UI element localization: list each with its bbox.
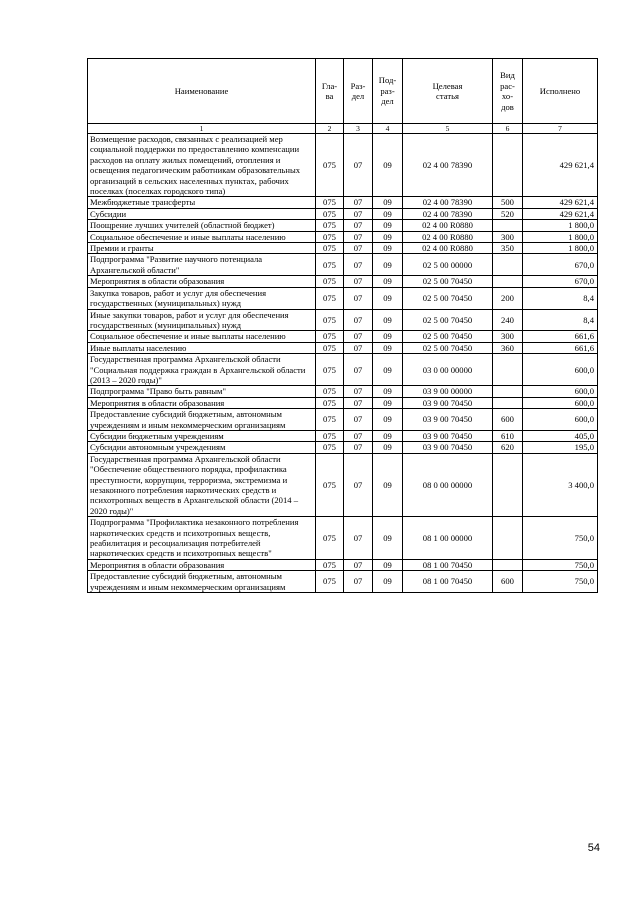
- cell-target-article: 02 4 00 78390: [403, 134, 493, 197]
- cell-target-article: 02 5 00 70450: [403, 309, 493, 331]
- cell-target-article: 03 9 00 70450: [403, 430, 493, 441]
- cell-subsection: 09: [373, 254, 403, 276]
- cell-subsection: 09: [373, 397, 403, 408]
- cell-target-article: 03 9 00 70450: [403, 442, 493, 453]
- budget-table: [87, 58, 598, 593]
- cell-name: Межбюджетные трансферты: [88, 197, 316, 208]
- header-executed: Исполнено: [523, 59, 598, 124]
- cell-target-article: 03 9 00 70450: [403, 397, 493, 408]
- cell-target-article: 08 1 00 70450: [403, 559, 493, 570]
- cell-chapter: 075: [316, 397, 344, 408]
- table-row: [88, 559, 598, 570]
- cell-section: 07: [344, 409, 373, 431]
- cell-section: 07: [344, 254, 373, 276]
- cell-subsection: 09: [373, 430, 403, 441]
- cell-name: Подпрограмма "Развитие научного потенциала Архангельской области": [88, 254, 316, 276]
- cell-target-article: 03 0 00 00000: [403, 354, 493, 386]
- cell-expense-kind: 300: [493, 331, 523, 342]
- table-row: [88, 397, 598, 408]
- cell-target-article: 08 1 00 00000: [403, 517, 493, 560]
- cell-expense-kind: [493, 397, 523, 408]
- cell-expense-kind: [493, 134, 523, 197]
- cell-target-article: 02 4 00 R0880: [403, 231, 493, 242]
- cell-name: Предоставление субсидий бюджетным, автономным учреждениям и иным некоммерческим организациям: [88, 571, 316, 593]
- table-row: [88, 309, 598, 331]
- cell-subsection: 09: [373, 243, 403, 254]
- cell-chapter: 075: [316, 442, 344, 453]
- cell-expense-kind: 520: [493, 208, 523, 219]
- cell-section: 07: [344, 342, 373, 353]
- cell-chapter: 075: [316, 386, 344, 397]
- table-row: [88, 331, 598, 342]
- cell-name: Предоставление субсидий бюджетным, автономным учреждениям и иным некоммерческим организациям: [88, 409, 316, 431]
- header-row: [88, 59, 598, 124]
- cell-section: 07: [344, 430, 373, 441]
- cell-subsection: 09: [373, 208, 403, 219]
- table-row: [88, 134, 598, 197]
- index-cell: 4: [373, 124, 403, 134]
- cell-chapter: 075: [316, 231, 344, 242]
- cell-executed: 661,6: [523, 342, 598, 353]
- cell-chapter: 075: [316, 517, 344, 560]
- cell-chapter: 075: [316, 276, 344, 287]
- cell-name: Мероприятия в области образования: [88, 559, 316, 570]
- cell-chapter: 075: [316, 559, 344, 570]
- header-target-article: Целевая статья: [403, 59, 493, 124]
- cell-subsection: 09: [373, 331, 403, 342]
- table-row: [88, 571, 598, 593]
- table-row: [88, 386, 598, 397]
- cell-executed: 600,0: [523, 386, 598, 397]
- cell-target-article: 02 5 00 70450: [403, 342, 493, 353]
- cell-chapter: 075: [316, 453, 344, 516]
- table-row: [88, 517, 598, 560]
- index-cell: 3: [344, 124, 373, 134]
- index-row: [88, 124, 598, 134]
- table-row: [88, 231, 598, 242]
- table-row: [88, 409, 598, 431]
- cell-name: Подпрограмма "Право быть равным": [88, 386, 316, 397]
- cell-section: 07: [344, 287, 373, 309]
- cell-target-article: 02 5 00 70450: [403, 331, 493, 342]
- cell-chapter: 075: [316, 331, 344, 342]
- cell-name: Субсидии: [88, 208, 316, 219]
- header-section: Раз- дел: [344, 59, 373, 124]
- cell-expense-kind: 600: [493, 409, 523, 431]
- header-name: Наименование: [88, 59, 316, 124]
- cell-chapter: 075: [316, 243, 344, 254]
- cell-expense-kind: [493, 276, 523, 287]
- budget-table-wrapper: [87, 58, 597, 593]
- cell-section: 07: [344, 220, 373, 231]
- cell-section: 07: [344, 197, 373, 208]
- cell-chapter: 075: [316, 208, 344, 219]
- table-row: [88, 243, 598, 254]
- cell-target-article: 08 1 00 70450: [403, 571, 493, 593]
- table-row: [88, 453, 598, 516]
- cell-section: 07: [344, 397, 373, 408]
- cell-name: Субсидии автономным учреждениям: [88, 442, 316, 453]
- table-row: [88, 342, 598, 353]
- cell-subsection: 09: [373, 231, 403, 242]
- table-row: [88, 442, 598, 453]
- cell-section: 07: [344, 386, 373, 397]
- cell-target-article: 02 5 00 00000: [403, 254, 493, 276]
- cell-expense-kind: 350: [493, 243, 523, 254]
- cell-subsection: 09: [373, 287, 403, 309]
- cell-executed: 600,0: [523, 397, 598, 408]
- cell-name: Социальное обеспечение и иные выплаты населению: [88, 231, 316, 242]
- cell-name: Премии и гранты: [88, 243, 316, 254]
- cell-subsection: 09: [373, 517, 403, 560]
- table-row: [88, 276, 598, 287]
- cell-name: Субсидии бюджетным учреждениям: [88, 430, 316, 441]
- cell-section: 07: [344, 134, 373, 197]
- cell-chapter: 075: [316, 220, 344, 231]
- cell-expense-kind: 360: [493, 342, 523, 353]
- cell-name: Возмещение расходов, связанных с реализацией мер социальной поддержки по предоставлению компенсации расходов на оплату жилых помещений, отопления и освещения педагогическим работникам образовательных организаций в сельских населенных пунктах, рабочих поселках (поселках городского типа): [88, 134, 316, 197]
- cell-subsection: 09: [373, 342, 403, 353]
- cell-subsection: 09: [373, 276, 403, 287]
- cell-chapter: 075: [316, 571, 344, 593]
- cell-expense-kind: [493, 453, 523, 516]
- cell-section: 07: [344, 309, 373, 331]
- cell-section: 07: [344, 517, 373, 560]
- cell-executed: 195,0: [523, 442, 598, 453]
- cell-subsection: 09: [373, 309, 403, 331]
- cell-expense-kind: 200: [493, 287, 523, 309]
- cell-subsection: 09: [373, 442, 403, 453]
- cell-chapter: 075: [316, 309, 344, 331]
- cell-executed: 600,0: [523, 354, 598, 386]
- cell-executed: 750,0: [523, 559, 598, 570]
- cell-expense-kind: 500: [493, 197, 523, 208]
- header-chapter: Гла- ва: [316, 59, 344, 124]
- cell-executed: 8,4: [523, 309, 598, 331]
- cell-chapter: 075: [316, 342, 344, 353]
- cell-subsection: 09: [373, 220, 403, 231]
- cell-expense-kind: [493, 517, 523, 560]
- cell-target-article: 02 4 00 R0880: [403, 220, 493, 231]
- table-row: [88, 197, 598, 208]
- cell-subsection: 09: [373, 409, 403, 431]
- table-row: [88, 220, 598, 231]
- cell-section: 07: [344, 276, 373, 287]
- cell-name: Подпрограмма "Профилактика незаконного потребления наркотических средств и психотропных веществ, реабилитация и ресоциализация потребителей наркотических средств и психотропных веществ": [88, 517, 316, 560]
- table-row: [88, 430, 598, 441]
- cell-name: Социальное обеспечение и иные выплаты населению: [88, 331, 316, 342]
- cell-section: 07: [344, 442, 373, 453]
- cell-executed: 3 400,0: [523, 453, 598, 516]
- index-cell: 7: [523, 124, 598, 134]
- cell-name: Государственная программа Архангельской области "Обеспечение общественного порядка, профилактика преступности, коррупции, терроризма, экстремизма и незаконного потребления наркотических средств и психотропных веществ в Архангельской области (2014 – 2020 годы)": [88, 453, 316, 516]
- cell-expense-kind: 600: [493, 571, 523, 593]
- index-cell: 1: [88, 124, 316, 134]
- cell-executed: 1 800,0: [523, 231, 598, 242]
- cell-executed: 1 800,0: [523, 220, 598, 231]
- cell-subsection: 09: [373, 354, 403, 386]
- cell-subsection: 09: [373, 559, 403, 570]
- cell-name: Государственная программа Архангельской области "Социальная поддержка граждан в Архангельской области (2013 – 2020 годы)": [88, 354, 316, 386]
- cell-executed: 429 621,4: [523, 134, 598, 197]
- cell-chapter: 075: [316, 197, 344, 208]
- cell-executed: 1 800,0: [523, 243, 598, 254]
- cell-section: 07: [344, 354, 373, 386]
- index-cell: 6: [493, 124, 523, 134]
- cell-executed: 600,0: [523, 409, 598, 431]
- cell-expense-kind: [493, 354, 523, 386]
- cell-target-article: 02 4 00 R0880: [403, 243, 493, 254]
- cell-expense-kind: 240: [493, 309, 523, 331]
- cell-executed: 405,0: [523, 430, 598, 441]
- cell-section: 07: [344, 559, 373, 570]
- cell-name: Закупка товаров, работ и услуг для обеспечения государственных (муниципальных) нужд: [88, 287, 316, 309]
- index-cell: 5: [403, 124, 493, 134]
- cell-chapter: 075: [316, 254, 344, 276]
- index-cell: 2: [316, 124, 344, 134]
- cell-expense-kind: [493, 559, 523, 570]
- cell-subsection: 09: [373, 134, 403, 197]
- table-row: [88, 254, 598, 276]
- table-row: [88, 208, 598, 219]
- cell-section: 07: [344, 331, 373, 342]
- header-expense-kind: Вид рас- хо- дов: [493, 59, 523, 124]
- cell-expense-kind: [493, 386, 523, 397]
- cell-subsection: 09: [373, 453, 403, 516]
- cell-name: Мероприятия в области образования: [88, 276, 316, 287]
- cell-name: Мероприятия в области образования: [88, 397, 316, 408]
- cell-expense-kind: [493, 254, 523, 276]
- cell-expense-kind: [493, 220, 523, 231]
- cell-name: Иные закупки товаров, работ и услуг для обеспечения государственных (муниципальных) нужд: [88, 309, 316, 331]
- cell-section: 07: [344, 231, 373, 242]
- cell-chapter: 075: [316, 430, 344, 441]
- cell-expense-kind: 610: [493, 430, 523, 441]
- page-number: 54: [587, 842, 600, 854]
- cell-executed: 429 621,4: [523, 208, 598, 219]
- table-body: [88, 134, 598, 593]
- cell-subsection: 09: [373, 386, 403, 397]
- cell-subsection: 09: [373, 197, 403, 208]
- cell-executed: 670,0: [523, 276, 598, 287]
- cell-target-article: 02 5 00 70450: [403, 287, 493, 309]
- cell-executed: 750,0: [523, 517, 598, 560]
- cell-executed: 750,0: [523, 571, 598, 593]
- table-row: [88, 287, 598, 309]
- cell-subsection: 09: [373, 571, 403, 593]
- cell-target-article: 02 5 00 70450: [403, 276, 493, 287]
- cell-expense-kind: 620: [493, 442, 523, 453]
- cell-target-article: 03 9 00 00000: [403, 386, 493, 397]
- cell-expense-kind: 300: [493, 231, 523, 242]
- cell-executed: 8,4: [523, 287, 598, 309]
- cell-target-article: 03 9 00 70450: [403, 409, 493, 431]
- cell-target-article: 02 4 00 78390: [403, 208, 493, 219]
- header-subsection: Под- раз- дел: [373, 59, 403, 124]
- cell-name: Иные выплаты населению: [88, 342, 316, 353]
- cell-chapter: 075: [316, 409, 344, 431]
- cell-chapter: 075: [316, 354, 344, 386]
- cell-target-article: 08 0 00 00000: [403, 453, 493, 516]
- cell-executed: 670,0: [523, 254, 598, 276]
- cell-executed: 429 621,4: [523, 197, 598, 208]
- table-row: [88, 354, 598, 386]
- cell-chapter: 075: [316, 134, 344, 197]
- cell-target-article: 02 4 00 78390: [403, 197, 493, 208]
- cell-executed: 661,6: [523, 331, 598, 342]
- cell-section: 07: [344, 243, 373, 254]
- cell-section: 07: [344, 571, 373, 593]
- cell-chapter: 075: [316, 287, 344, 309]
- cell-section: 07: [344, 453, 373, 516]
- cell-section: 07: [344, 208, 373, 219]
- cell-name: Поощрение лучших учителей (областной бюджет): [88, 220, 316, 231]
